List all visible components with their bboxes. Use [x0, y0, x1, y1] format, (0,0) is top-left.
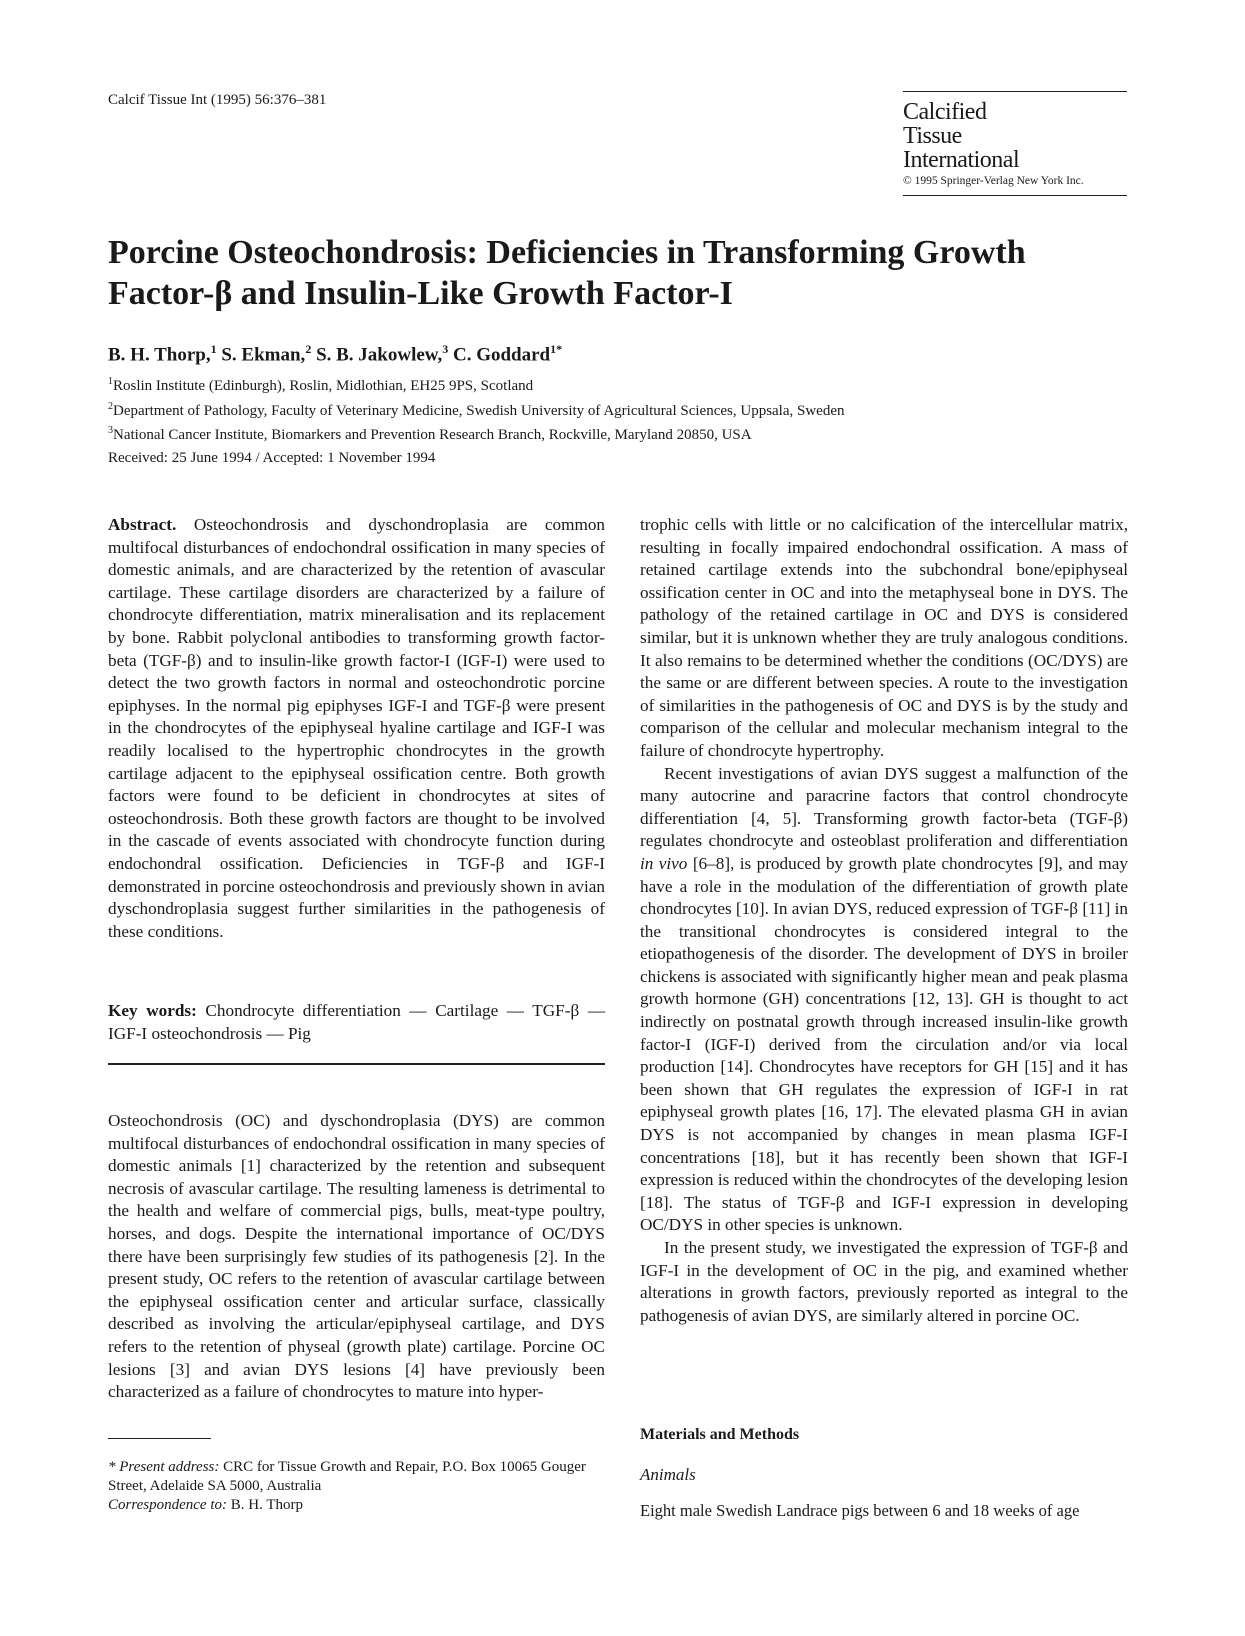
correspondence-label: Correspondence to:	[108, 1497, 228, 1513]
subsection-heading: Animals	[640, 1465, 696, 1484]
affiliation-line: $^3$National Cancer Institute, Biomarkers and Prevention Research Branch, Rockville, Maryland 20850, USA	[108, 425, 752, 443]
author-affil-mark: 1*	[550, 342, 563, 356]
keywords-text: Chondrocyte differentiation — Cartilage — TGF-β — IGF-I osteochondrosis — Pig	[108, 1001, 606, 1043]
affiliation-line: $^2$Department of Pathology, Faculty of Veterinary Medicine, Swedish University of Agricultural Sciences, Uppsala, Sweden	[108, 400, 845, 419]
abstract	[108, 514, 605, 943]
author-name: C. Goddard	[452, 344, 551, 366]
logo-rule-bottom	[903, 195, 1127, 196]
correspondence-text: B. H. Thorp	[230, 1497, 303, 1513]
intro-paragraph: Recent investigations of avian DYS suggest a malfunction of the many autocrine and paracrine factors that control chondrocyte differentiation [4, 5]. Transforming growth factor-beta (TGF-β) regulates chondrocyte and osteoblast proliferation and differentiation in vivo [6–8], is produced by growth plate chondrocytes [9], and may have a role in the modulation of the differentiation of growth plate chondrocytes [10]. In avian DYS, reduced expression of TGF-β [11] in the transitional chondrocytes is considered integral to the etiopathogenesis of the disorder. The development of DYS in broiler chickens is associated with significantly higher mean and peak plasma growth hormone (GH) concentrations [12, 13]. GH is thought to act indirectly on postnatal growth through increased insulin-like growth factor-I (IGF-I) derived from the circulation and/or via local production [14]. Chondrocytes have receptors for GH [15] and it has been shown that GH regulates the expression of IGF-I in rat epiphyseal growth plates [16, 17]. The elevated plasma GH in avian DYS is not accompanied by changes in mean plasma IGF-I concentrations [18], but it has recently been shown that IGF-I expression is reduced within the chondrocytes of the developing lesion [18]. The status of TGF-β and IGF-I expression in developing OC/DYS in other species is unknown.	[640, 763, 1129, 1235]
journal-logo	[903, 100, 1019, 172]
affiliations	[108, 372, 845, 446]
intro-paragraph: In the present study, we investigated the expression of TGF-β and IGF-I in the development of OC in the pig, and examined whether alterations in growth factors, previously reported as integral to the pathogenesis of avian DYS, are similarly altered in porcine OC.	[640, 1238, 1128, 1325]
author-name: S. Ekman,	[221, 344, 306, 366]
received-dates: Received: 25 June 1994 / Accepted: 1 November 1994	[108, 450, 436, 466]
keywords-label: Key words:	[108, 1001, 197, 1020]
section-heading: Materials and Methods	[640, 1426, 800, 1443]
logo-line-3: International	[903, 147, 1020, 173]
article-title: Porcine Osteochondrosis: Deficiencies in Transforming Growth Factor-β and Insulin-Like Growth Factor-I	[108, 234, 1026, 312]
methods-first-line: Eight male Swedish Landrace pigs between 6 and 18 weeks of age	[640, 1501, 1080, 1520]
logo-rule-top	[903, 91, 1127, 92]
author-affil-mark: 3	[442, 342, 449, 356]
section-divider	[108, 1063, 605, 1065]
logo-line-2: Tissue	[903, 123, 962, 149]
author-affil-mark: 1	[210, 342, 217, 356]
copyright-notice: © 1995 Springer-Verlag New York Inc.	[903, 175, 1084, 187]
abstract-label: Abstract.	[108, 515, 177, 534]
affiliation-line: $^1$Roslin Institute (Edinburgh), Roslin, Midlothian, EH25 9PS, Scotland	[108, 376, 534, 394]
logo-line-1: Calcified	[903, 99, 987, 125]
footnote-divider	[108, 1438, 211, 1439]
present-address-label: * Present address:	[108, 1459, 220, 1475]
author-name: S. B. Jakowlew,	[316, 344, 443, 366]
author-list	[108, 342, 562, 366]
introduction-left	[108, 1110, 605, 1404]
keywords	[108, 1000, 605, 1045]
abstract-text: Osteochondrosis and dyschondroplasia are common multifocal disturbances of endochondral ossification in many species of domestic animals, and are characterized by the retention of avascular cartilage. These cartilage disorders are characterized by a failure of chondrocyte differentiation, matrix mineralisation and its replacement by bone. Rabbit polyclonal antibodies to transforming growth factor-beta (TGF-β) and to insulin-like growth factor-I (IGF-I) were used to detect the two growth factors in normal and osteochondrotic porcine epiphyses. In the normal pig epiphyses IGF-I and TGF-β were present in the chondrocytes of the epiphyseal hyaline cartilage and IGF-I was readily localised to the hypertrophic chondrocytes in the growth cartilage adjacent to the epiphyseal ossification centre. Both growth factors were found to be deficient in chondrocytes at sites of osteochondrosis. Both these growth factors are thought to be involved in the cascade of events associated with chondrocyte function during endochondral ossification. Deficiencies in TGF-β and IGF-I demonstrated in porcine osteochondrosis and previously shown in avian dyschondroplasia suggest further similarities in the pathogenesis of these conditions.	[108, 515, 606, 941]
present-address-text: CRC for Tissue Growth and Repair, P.O. Box 10065 Gouger Street, Adelaide SA 5000, Australia	[108, 1459, 586, 1494]
footnote	[108, 1458, 605, 1515]
journal-reference: Calcif Tissue Int (1995) 56:376–381	[108, 92, 327, 108]
author-name: B. H. Thorp,	[108, 344, 211, 366]
intro-paragraph: trophic cells with little or no calcification of the intercellular matrix, resulting in focally impaired endochondral ossification. A mass of retained cartilage extends into the subchondral bone/epiphyseal ossification center in OC and into the metaphyseal bone in DYS. The pathology of the retained cartilage in OC and DYS is considered similar, but it is unknown whether they are truly analogous conditions. It also remains to be determined whether the conditions (OC/DYS) are the same or are different between species. A route to the investigation of similarities in the pathogenesis of OC and DYS is by the study and comparison of the cellular and molecular mechanism integral to the failure of chondrocyte hypertrophy.	[640, 515, 1128, 760]
intro-paragraph: Osteochondrosis (OC) and dyschondroplasia (DYS) are common multifocal disturbances of endochondral ossification in many species of domestic animals [1] characterized by the retention and subsequent necrosis of avascular cartilage. The resulting lameness is detrimental to the health and welfare of commercial pigs, bulls, meat-type poultry, horses, and dogs. Despite the international importance of OC/DYS there have been surprisingly few studies of its pathogenesis [2]. In the present study, OC refers to the retention of avascular cartilage between the epiphyseal ossification center and articular surface, classically described as involving the articular/epiphyseal cartilage, and DYS refers to the retention of physeal (growth plate) cartilage. Porcine OC lesions [3] and avian DYS lesions [4] have previously been characterized as a failure of chondrocytes to mature into hyper-	[108, 1111, 605, 1402]
author-affil-mark: 2	[305, 342, 312, 356]
introduction-right	[640, 514, 1128, 1327]
